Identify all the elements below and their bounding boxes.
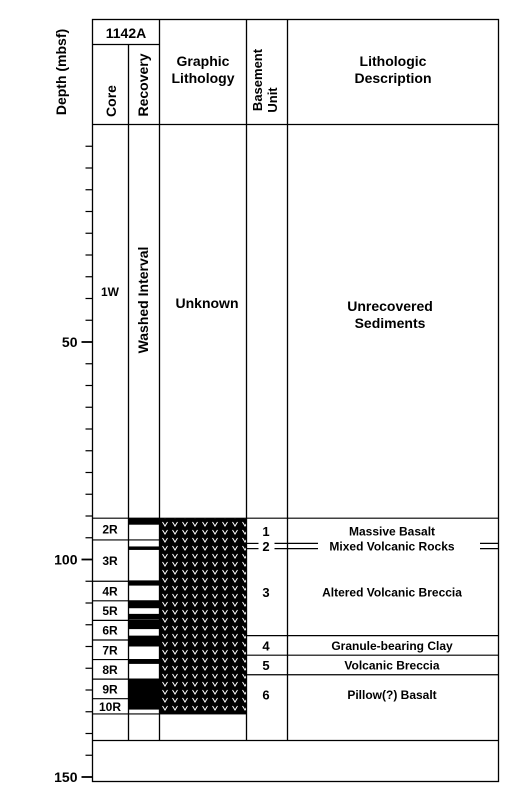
graphic-lithology-column <box>160 518 247 714</box>
recovery-bar <box>129 699 160 710</box>
core-label: 2R <box>102 522 118 537</box>
unit-description: Massive Basalt <box>348 524 436 539</box>
unit-number: 4 <box>262 638 270 654</box>
depth-tick-label: 50 <box>61 334 78 350</box>
unit-number: 5 <box>262 657 270 673</box>
basement-unit-label: Unit <box>265 87 280 113</box>
recovery-column <box>129 518 160 709</box>
unrecovered-description: Unrecovered <box>347 298 433 314</box>
unit-description: Mixed Volcanic Rocks <box>329 539 455 554</box>
unit-number: 3 <box>262 585 270 601</box>
core-column-label: Core <box>103 85 119 117</box>
washed-core-label: 1W <box>101 285 119 299</box>
core-label: 10R <box>98 699 122 714</box>
depth-tick-label: 150 <box>54 769 78 785</box>
unit-number: 2 <box>262 539 270 555</box>
unrecovered-description: Sediments <box>354 315 426 331</box>
unit-description: Volcanic Breccia <box>344 658 440 673</box>
unit-description: Granule-bearing Clay <box>331 638 453 653</box>
volcanic-lithology-pattern <box>160 518 247 714</box>
graphic-lithology-label: Lithology <box>171 70 235 86</box>
core-label: 8R <box>102 662 118 677</box>
recovery-bar <box>129 640 160 647</box>
hole-label: 1142A <box>105 25 147 41</box>
recovery-bar <box>129 679 160 699</box>
unit-description: Pillow(?) Basalt <box>347 687 437 702</box>
core-label: 6R <box>102 623 118 638</box>
recovery-bar <box>129 518 160 525</box>
unit-number: 1 <box>262 523 270 539</box>
recovery-bar <box>129 580 160 585</box>
washed-interval-label: Washed Interval <box>135 246 151 354</box>
recovery-bar <box>129 620 160 629</box>
depth-axis <box>54 146 92 785</box>
graphic-lithology-label: Graphic <box>176 53 230 69</box>
lithologic-description-label: Lithologic <box>359 53 427 69</box>
basement-units <box>247 518 499 702</box>
recovery-bar <box>129 614 160 620</box>
unit-description: Altered Volcanic Breccia <box>322 585 462 600</box>
core-label: 5R <box>102 604 118 619</box>
core-label: 9R <box>102 682 118 697</box>
recovery-bar <box>129 660 160 664</box>
unknown-lithology-label: Unknown <box>175 295 239 311</box>
depth-axis-label: Depth (mbsf) <box>53 28 69 116</box>
core-label: 4R <box>102 584 118 599</box>
recovery-bar <box>129 636 160 640</box>
recovery-column-label: Recovery <box>135 53 151 117</box>
depth-tick-label: 100 <box>54 551 78 568</box>
core-label: 7R <box>102 643 118 658</box>
unit-number: 6 <box>262 687 270 703</box>
core-label: 3R <box>102 554 118 569</box>
lithologic-description-label: Description <box>354 70 432 86</box>
basement-unit-label: Basement <box>250 48 265 112</box>
recovery-bar <box>129 546 160 549</box>
recovery-bar <box>129 601 160 608</box>
